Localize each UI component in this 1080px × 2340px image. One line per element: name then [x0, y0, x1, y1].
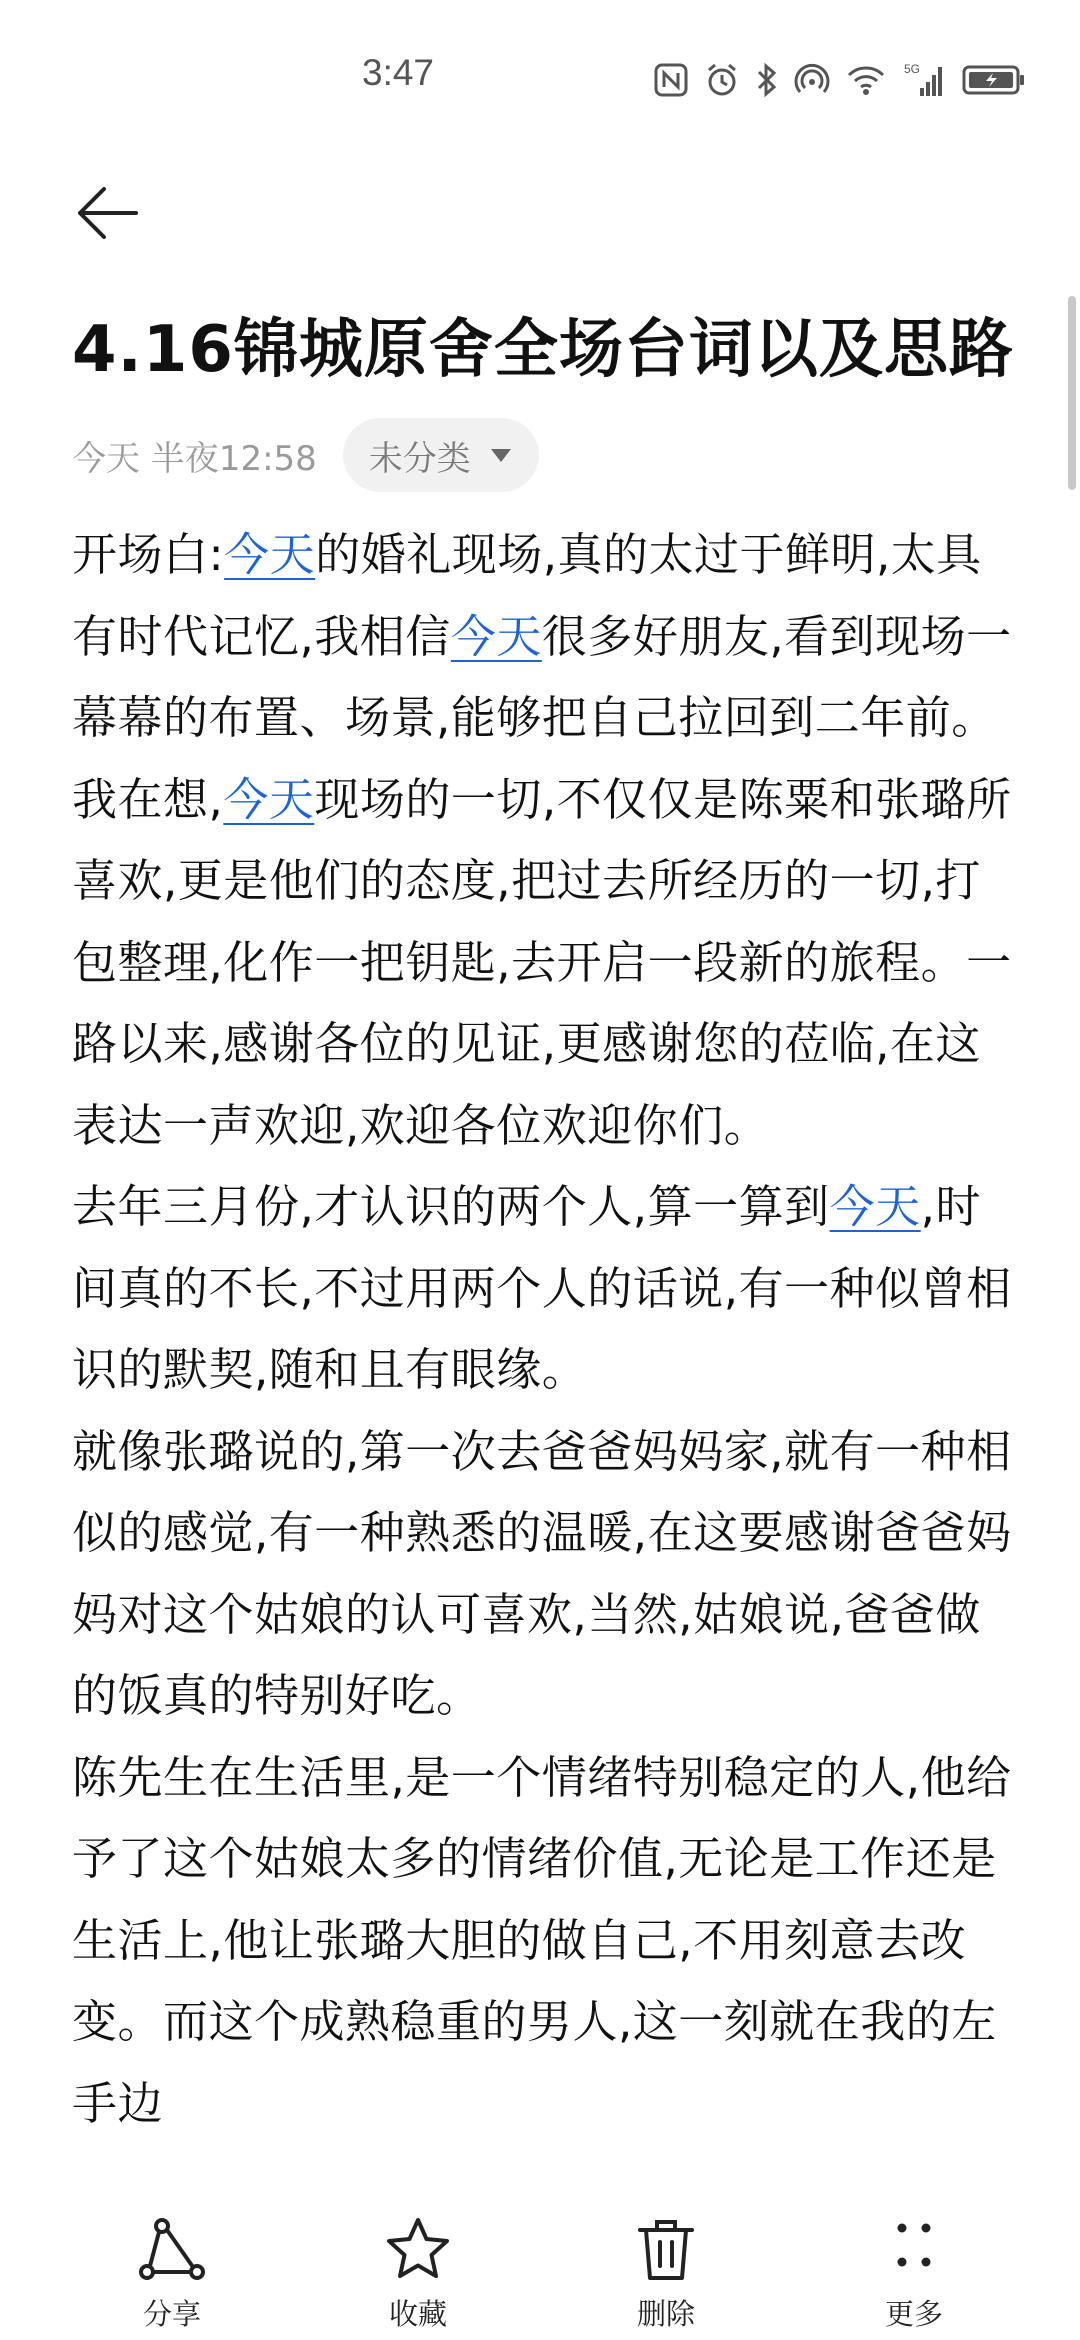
more-button[interactable] — [834, 2214, 994, 2334]
body-bottom-mask — [0, 2160, 1080, 2200]
caret-down-icon — [491, 449, 511, 462]
scrollbar-thumb[interactable] — [1068, 296, 1076, 490]
bluetooth-icon — [756, 62, 778, 98]
star-icon — [382, 2214, 454, 2286]
note-paragraph — [72, 1166, 1024, 1411]
hotspot-icon — [794, 62, 830, 98]
category-label: 未分类 — [368, 438, 471, 479]
date-link[interactable]: 今天 — [223, 772, 315, 826]
trash-icon — [630, 2214, 702, 2286]
bottom-action-bar — [0, 2200, 1080, 2340]
favorite-label: 收藏 — [388, 2297, 447, 2331]
delete-label: 删除 — [636, 2297, 695, 2331]
back-arrow-icon — [76, 185, 138, 241]
date-link[interactable]: 今天 — [224, 528, 316, 581]
status-bar — [0, 0, 1080, 150]
date-link[interactable]: 今天 — [450, 609, 542, 663]
note-title[interactable]: 4.16锦城原舍全场台词以及思路 — [72, 313, 1014, 387]
favorite-button[interactable] — [338, 2214, 498, 2334]
category-dropdown[interactable] — [343, 418, 539, 492]
paragraph-text: 就像张璐说的,第一次去爸爸妈妈家,就有一种相似的感觉,有一种熟悉的温暖,在这要感谢爸爸妈妈对这个姑娘的认可喜欢,当然,姑娘说,爸爸做的饭真的特别好吃。 — [72, 1424, 1012, 1722]
paragraph-text: 的婚礼现场,真的太过于鲜明,太具有时代记忆,我相信 — [72, 528, 982, 663]
status-icons — [654, 58, 1026, 102]
note-paragraph — [72, 1737, 1024, 2145]
note-paragraph — [72, 514, 1024, 1166]
delete-button[interactable] — [586, 2214, 746, 2334]
paragraph-text: ,时间真的不长,不过用两个人的话说,有一种似曾相识的默契,随和且有眼缘。 — [72, 1180, 1012, 1396]
nfc-icon — [654, 63, 688, 97]
note-timestamp: 今天 半夜12:58 — [72, 438, 317, 479]
more-label: 更多 — [884, 2297, 943, 2331]
status-time: 3:47 — [362, 52, 435, 93]
date-link[interactable]: 今天 — [829, 1180, 921, 1233]
note-paragraph — [72, 1411, 1024, 1737]
alarm-icon — [704, 62, 740, 98]
paragraph-text: 去年三月份,才认识的两个人,算一算到 — [72, 1180, 830, 1233]
share-button[interactable] — [92, 2214, 252, 2334]
paragraph-text: 陈先生在生活里,是一个情绪特别稳定的人,他给予了这个姑娘太多的情绪价值,无论是工作还是生活上,他让张璐大胆的做自己,不用刻意去改变。而这个成熟稳重的男人,这一刻就在我的左手边 — [72, 1750, 1012, 2130]
network-type-label: 5G — [904, 62, 921, 76]
cellular-signal-icon — [902, 62, 946, 98]
paragraph-text: 很多好朋友,看到现场一幕幕的布置、场景,能够把自己拉回到二年前。我在想, — [72, 609, 1012, 826]
share-icon — [136, 2214, 208, 2286]
paragraph-text: 开场白: — [72, 528, 225, 581]
wifi-icon — [846, 64, 886, 96]
share-label: 分享 — [142, 2297, 201, 2331]
note-meta-row — [72, 418, 539, 492]
paragraph-text: 现场的一切,不仅仅是陈粟和张璐所喜欢,更是他们的态度,把过去所经历的一切,打包整理,化作一把钥匙,去开启一段新的旅程。一路以来,感谢各位的见证,更感谢您的莅临,在这表达一声欢迎,欢迎各位欢迎你们。 — [72, 772, 1012, 1152]
note-body[interactable] — [72, 514, 1024, 2190]
more-dots-icon — [878, 2214, 950, 2286]
back-button[interactable] — [72, 178, 142, 248]
battery-charging-icon — [962, 63, 1026, 97]
